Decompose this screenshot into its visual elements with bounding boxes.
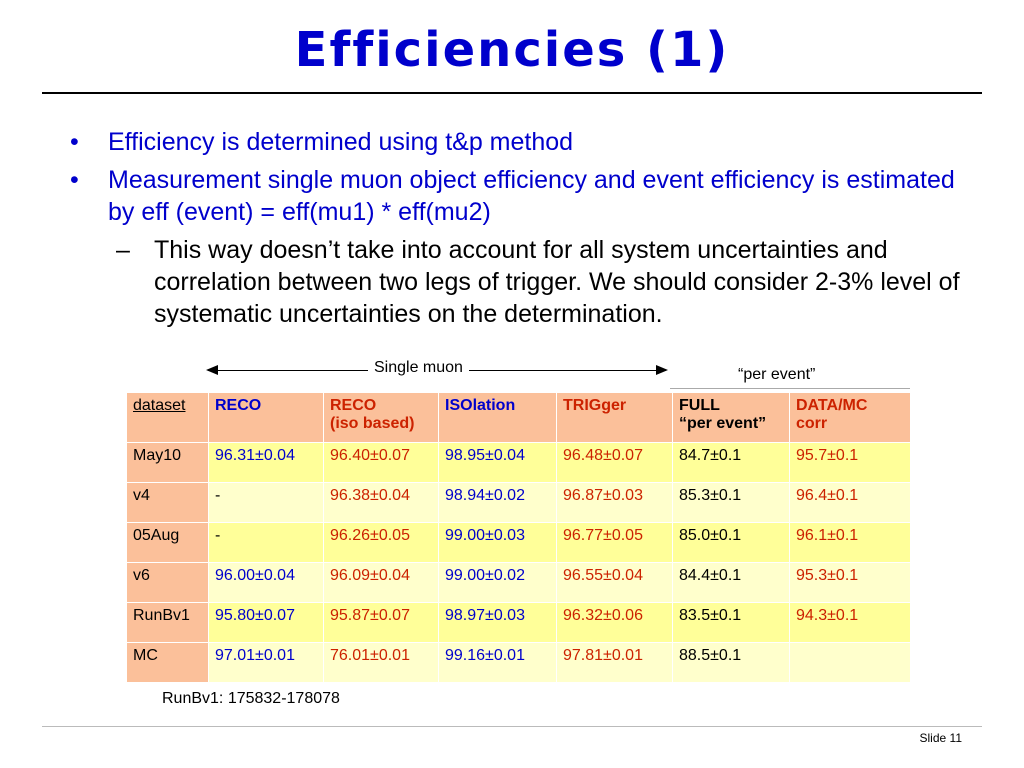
cell-reco: 95.80±0.07 xyxy=(209,603,324,643)
cell-dataset: v6 xyxy=(127,563,209,603)
cell-dataset: v4 xyxy=(127,483,209,523)
arrow-right-icon xyxy=(656,365,668,375)
slide-number: Slide 11 xyxy=(919,731,962,745)
cell-reco-iso: 96.38±0.04 xyxy=(324,483,439,523)
cell-reco-iso: 96.09±0.04 xyxy=(324,563,439,603)
sub-bullet-item xyxy=(70,234,970,330)
cell-dataset: May10 xyxy=(127,443,209,483)
cell-iso: 98.97±0.03 xyxy=(439,603,557,643)
cell-dataset: RunBv1 xyxy=(127,603,209,643)
cell-iso: 99.00±0.03 xyxy=(439,523,557,563)
cell-reco: 96.00±0.04 xyxy=(209,563,324,603)
header-reco xyxy=(209,393,324,443)
header-corr-line2: corr xyxy=(796,415,828,432)
cell-full: 84.4±0.1 xyxy=(673,563,790,603)
header-trig xyxy=(557,393,673,443)
table-row xyxy=(127,643,911,683)
title-divider xyxy=(42,92,982,94)
cell-trig: 97.81±0.01 xyxy=(557,643,673,683)
header-corr xyxy=(790,393,911,443)
table-row xyxy=(127,523,911,563)
bullet-text: Measurement single muon object efficiency and event efficiency is estimated by eff (event) = eff(mu1) * eff(mu2) xyxy=(108,166,955,226)
bullet-item-2 xyxy=(70,164,970,228)
cell-reco-iso: 95.87±0.07 xyxy=(324,603,439,643)
cell-full: 83.5±0.1 xyxy=(673,603,790,643)
cell-corr xyxy=(790,643,911,683)
single-muon-label: Single muon xyxy=(368,359,469,377)
cell-reco-iso: 96.26±0.05 xyxy=(324,523,439,563)
cell-iso: 98.95±0.04 xyxy=(439,443,557,483)
cell-reco-iso: 76.01±0.01 xyxy=(324,643,439,683)
header-trig-text: TRIGger xyxy=(563,397,627,414)
cell-full: 84.7±0.1 xyxy=(673,443,790,483)
sub-bullet-text: This way doesn’t take into account for all system uncertainties and correlation between two legs of trigger. We should consider 2-3% level of systematic uncertainties on the determination. xyxy=(154,236,960,328)
footer-divider xyxy=(42,726,982,727)
cell-full: 85.3±0.1 xyxy=(673,483,790,523)
cell-corr: 94.3±0.1 xyxy=(790,603,911,643)
cell-corr: 95.3±0.1 xyxy=(790,563,911,603)
bullet-list xyxy=(70,126,970,330)
cell-trig: 96.32±0.06 xyxy=(557,603,673,643)
header-corr-line1: DATA/MC xyxy=(796,397,868,414)
bullet-item-1 xyxy=(70,126,970,158)
table-row xyxy=(127,603,911,643)
efficiency-table xyxy=(126,392,911,683)
table-row xyxy=(127,443,911,483)
cell-reco-iso: 96.40±0.07 xyxy=(324,443,439,483)
per-event-label: “per event” xyxy=(738,366,816,383)
header-iso-text: ISOlation xyxy=(445,397,516,414)
cell-full: 85.0±0.1 xyxy=(673,523,790,563)
cell-trig: 96.48±0.07 xyxy=(557,443,673,483)
header-full-line2: “per event” xyxy=(679,415,767,432)
header-reco-iso-line1: RECO xyxy=(330,397,377,414)
cell-corr: 96.4±0.1 xyxy=(790,483,911,523)
table-row xyxy=(127,563,911,603)
arrow-left-icon xyxy=(206,365,218,375)
table-header-row xyxy=(127,393,911,443)
cell-reco: 97.01±0.01 xyxy=(209,643,324,683)
cell-corr: 95.7±0.1 xyxy=(790,443,911,483)
cell-reco: - xyxy=(209,523,324,563)
cell-dataset: MC xyxy=(127,643,209,683)
dash-marker: – xyxy=(116,236,130,264)
cell-trig: 96.87±0.03 xyxy=(557,483,673,523)
cell-trig: 96.77±0.05 xyxy=(557,523,673,563)
bullet-marker: • xyxy=(70,128,79,156)
header-iso xyxy=(439,393,557,443)
header-reco-iso xyxy=(324,393,439,443)
cell-corr: 96.1±0.1 xyxy=(790,523,911,563)
cell-iso: 99.16±0.01 xyxy=(439,643,557,683)
runbv1-note: RunBv1: 175832-178078 xyxy=(162,690,340,707)
cell-trig: 96.55±0.04 xyxy=(557,563,673,603)
cell-reco: - xyxy=(209,483,324,523)
cell-dataset: 05Aug xyxy=(127,523,209,563)
header-dataset: dataset xyxy=(127,393,209,443)
table-row xyxy=(127,483,911,523)
cell-reco: 96.31±0.04 xyxy=(209,443,324,483)
bullet-text: Efficiency is determined using t&p method xyxy=(108,128,574,156)
header-reco-iso-line2: (iso based) xyxy=(330,415,415,432)
cell-full: 88.5±0.1 xyxy=(673,643,790,683)
header-full-line1: FULL xyxy=(679,397,720,414)
header-full xyxy=(673,393,790,443)
cell-iso: 99.00±0.02 xyxy=(439,563,557,603)
slide-title: Efficiencies (1) xyxy=(294,22,730,78)
cell-iso: 98.94±0.02 xyxy=(439,483,557,523)
header-reco-text: RECO xyxy=(215,397,262,414)
bullet-marker: • xyxy=(70,166,79,194)
per-event-divider xyxy=(670,388,910,389)
